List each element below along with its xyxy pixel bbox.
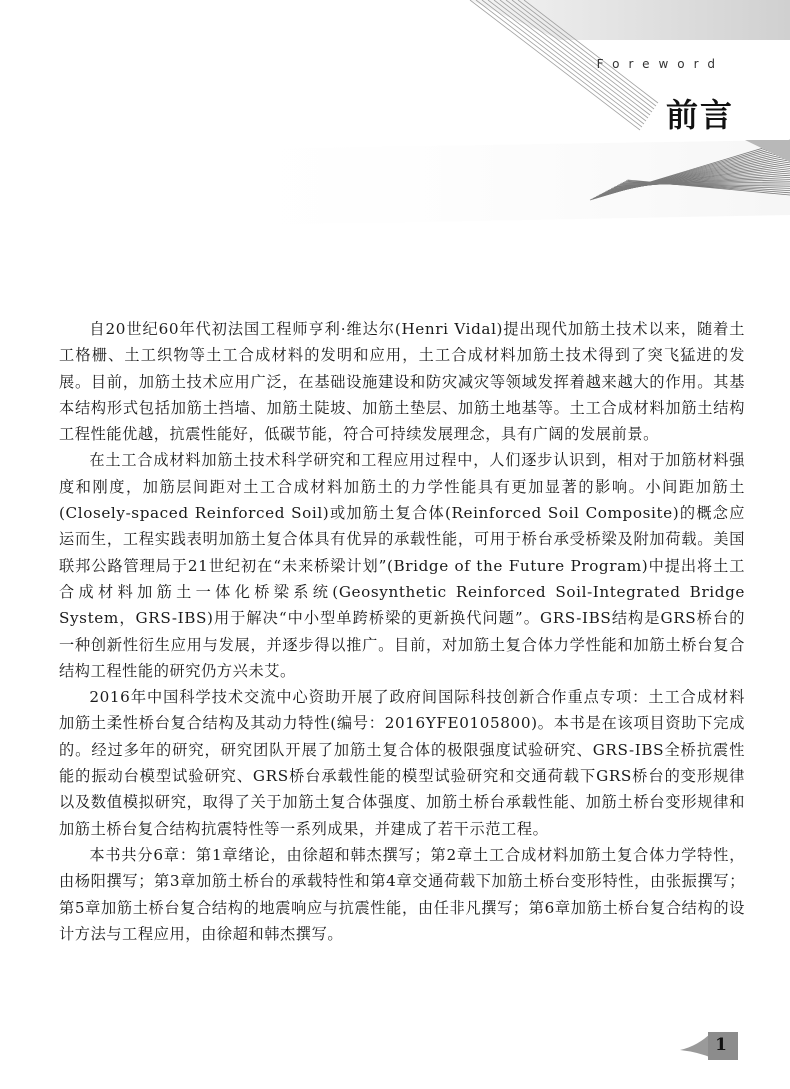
paragraph-4: 本书共分6章：第1章绪论，由徐超和韩杰撰写；第2章土工合成材料加筋土复合体力学特性，由杨阳撰写；第3章加筋土桥台的承载特性和第4章交通荷载下加筋土桥台变形特性，由张振撰写；第5章加筋土桥台复合结构的地震响应与抗震性能，由任非凡撰写；第6章加筋土桥台复合结构的设计方法与工程应用，由徐超和韩杰撰写。 xyxy=(59,845,745,943)
paragraph-3: 2016年中国科学技术交流中心资助开展了政府间国际科技创新合作重点专项：土工合成材料加筋土柔性桥台复合结构及其动力特性(编号：2016YFE0105800)。本书是在该项目资助下完成的。经过多年的研究，研究团队开展了加筋土复合体的极限强度试验研究、GRS-IBS全桥抗震性能的振动台模型试验研究、GRS桥台承载性能的模型试验研究和交通荷载下GRS桥台的变形规律以及数值模拟研究，取得了关于加筋土复合体强度、加筋土桥台承载性能、加筋土桥台变形规律和加筋土桥台复合结构抗震特性等一系列成果，并建成了若干示范工程。 xyxy=(59,688,745,838)
page-number-badge xyxy=(678,1026,748,1066)
paragraph-1: 自20世纪60年代初法国工程师亨利·维达尔(Henri Vidal)提出现代加筋土技术以来，随着土工格栅、土工织物等土工合成材料的发明和应用，土工合成材料加筋土技术得到了突飞猛进的发展。目前，加筋土技术应用广泛，在基础设施建设和防灾减灾等领域发挥着越来越大的作用。其基本结构形式包括加筋土挡墙、加筋土陡坡、加筋土垫层、加筋土地基等。土工合成材料加筋土结构工程性能优越，抗震性能好，低碳节能，符合可持续发展理念，具有广阔的发展前景。 xyxy=(59,320,745,444)
body-text xyxy=(59,316,745,947)
foreword-english-title: Foreword xyxy=(596,57,724,71)
header-decoration xyxy=(0,0,790,300)
paragraph-2: 在土工合成材料加筋土技术科学研究和工程应用过程中，人们逐步认识到，相对于加筋材料强度和刚度，加筋层间距对土工合成材料加筋土的力学性能具有更加显著的影响。小间距加筋土(Closely-spaced Reinforced Soil)或加筋土复合体(Reinforced Soil Composite)的概念应运而生，工程实践表明加筋土复合体具有优异的承载性能，可用于桥台承受桥梁及附加荷载。美国联邦公路管理局于21世纪初在“未来桥梁计划”(Bridge of the Future Program)中提出将土工合成材料加筋土一体化桥梁系统(Geosynthetic Reinforced Soil-Integrated Bridge System，GRS-IBS)用于解决“中小型单跨桥梁的更新换代问题”。GRS-IBS结构是GRS桥台的一种创新性衍生应用与发展，并逐步得以推广。目前，对加筋土复合体力学性能和加筋土桥台复合结构工程性能的研究仍方兴未艾。 xyxy=(59,451,745,680)
page-number: 1 xyxy=(715,1035,727,1055)
foreword-chinese-title: 前言 xyxy=(665,96,734,134)
